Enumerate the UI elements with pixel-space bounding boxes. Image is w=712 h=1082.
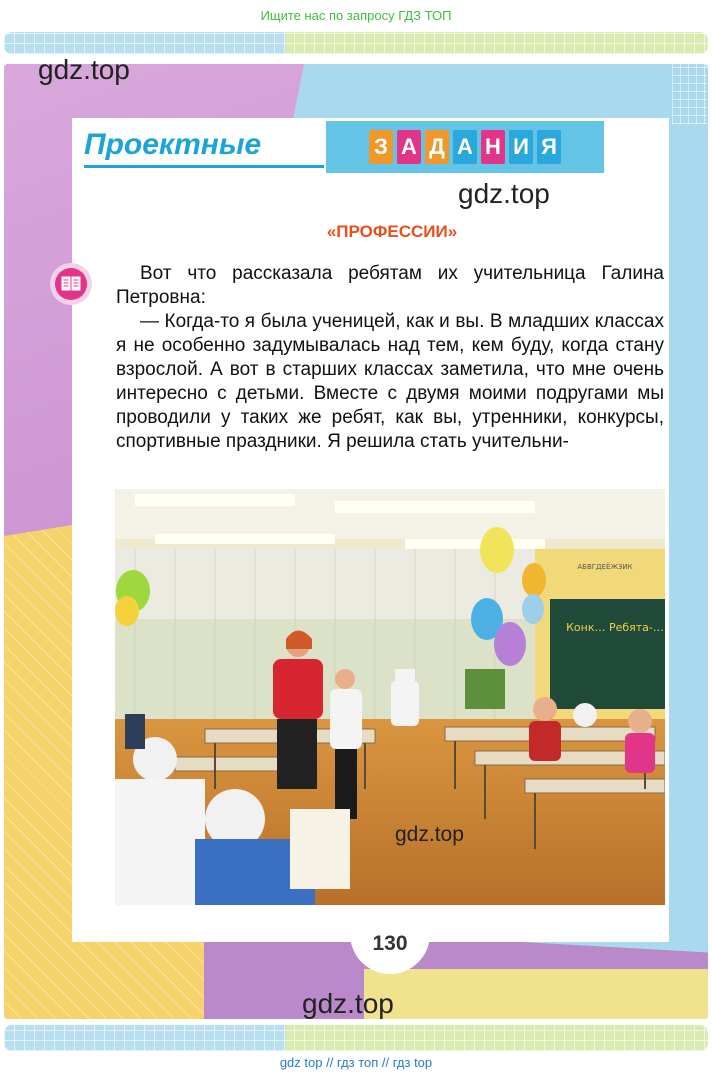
page-number: 130 <box>372 932 408 955</box>
watermark: gdz.top <box>458 178 550 209</box>
badge-letter: А <box>397 130 421 164</box>
section-title: Проектные <box>84 128 262 161</box>
tasks-badge <box>326 121 604 173</box>
topic-subtitle: «ПРОФЕССИИ» <box>326 222 458 241</box>
badge-letter: З <box>369 130 393 164</box>
alphabet-poster: АБВГДЕЁЖЗИК <box>577 563 633 571</box>
title-underline <box>84 165 324 168</box>
badge-letter: И <box>509 130 533 164</box>
classroom-photo <box>115 489 665 905</box>
bottom-decor-strip <box>4 1025 708 1051</box>
badge-letter: Н <box>481 130 505 164</box>
top-decor-strip <box>4 32 708 54</box>
watermark: gdz.top <box>302 988 394 1019</box>
board-text: Конк… Ребята-… <box>566 621 664 634</box>
badge-letter: А <box>453 130 477 164</box>
watermark: gdz.top <box>38 54 130 85</box>
footer-links[interactable]: gdz top // гдз топ // гдз top <box>279 1055 433 1070</box>
badge-letter: Я <box>537 130 561 164</box>
badge-letter: Д <box>425 130 449 164</box>
watermark: gdz.top <box>395 823 464 846</box>
reading-book-icon <box>50 263 92 305</box>
paragraph: Вот что рассказала ребятам их учительница Галина Петровна: <box>116 263 664 308</box>
story-text <box>116 262 664 454</box>
paragraph: — Когда-то я была ученицей, как и вы. В младших классах я не особенно задумывалась над тем, кем буду, когда стану взрослой. А вот в старших классах заметила, что мне очень интересно с детьми. Вместе с двумя моими подругами мы проводили у таких же ребят, как вы, утренники, конкурсы, спортивные праздники. Я решила стать учительни- <box>116 311 664 452</box>
search-hint-banner[interactable]: Ищите нас по запросу ГДЗ ТОП <box>260 8 452 23</box>
